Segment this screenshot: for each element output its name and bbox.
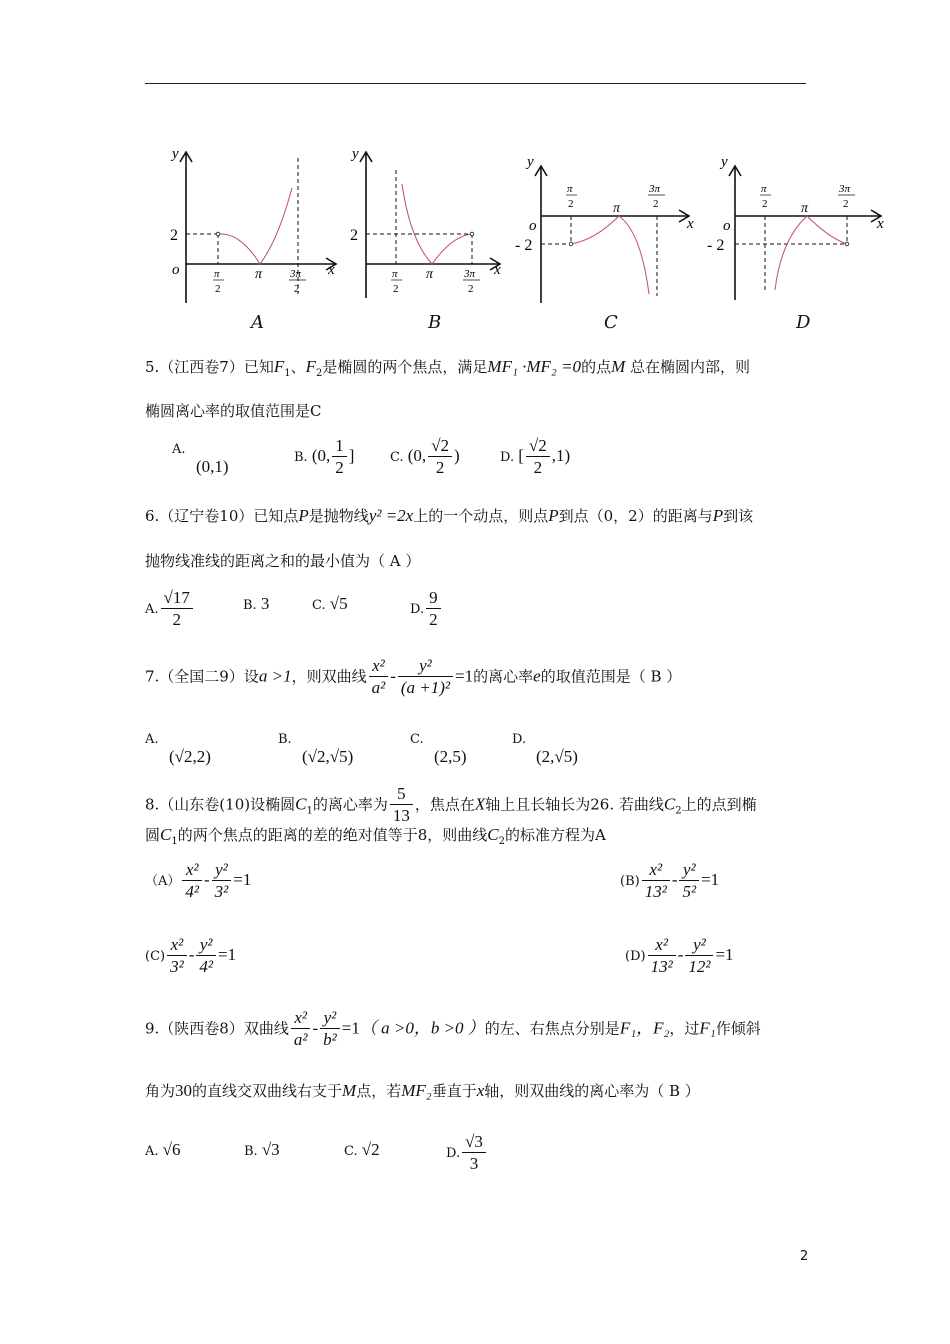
q6-option-b: B. 3 <box>243 594 270 613</box>
svg-text:y: y <box>352 146 359 162</box>
q7-option-d: D. (2,√5) <box>512 732 578 766</box>
svg-text:π: π <box>761 183 767 195</box>
q6-option-a: A. $\frac{√17}{2}$ <box>145 588 195 631</box>
q9-option-c: C. √2 <box>344 1140 380 1159</box>
svg-text:- 2: - 2 <box>707 237 725 254</box>
q9-line1: 9.（陕西卷8）双曲线 $\frac{\text{x²}}{\text{a²}}$ - $\frac{\text{y²}}{\text{b²}}$ =1（ a >0，b >0 ）的左、右焦点分别是F₁，F₂，过F₁作倾斜 <box>145 1008 761 1049</box>
y-axis-label: y <box>172 146 179 162</box>
svg-text:π: π <box>801 201 809 216</box>
page-number: 2 <box>800 1249 809 1264</box>
svg-text:π: π <box>392 268 398 280</box>
q9-option-d: D. $\frac{√3}{3}$ <box>446 1132 488 1175</box>
graph-a-label: A <box>251 312 264 333</box>
graph-b <box>340 140 520 310</box>
svg-text:o: o <box>723 218 731 234</box>
q9-line2: 角为30的直线交双曲线右支于M点，若MF₂垂直于x轴，则双曲线的离心率为（ B ） <box>145 1081 700 1100</box>
q5-option-a: A. (0,1) <box>172 442 229 476</box>
svg-text:x: x <box>687 216 694 232</box>
svg-text:y: y <box>721 154 728 170</box>
svg-text:2: 2 <box>350 227 358 244</box>
graph-b-label: B <box>428 312 442 333</box>
q8-line2: 圆$C_1$的两个焦点的距离的差的绝对值等于8，则曲线$C_2$的标准方程为A <box>145 825 606 847</box>
svg-text:2: 2 <box>568 198 574 210</box>
q8-line1: 8.（山东卷(10)设椭圆$C_1$的离心率为 $\frac{5}{13}$ ，焦点在X轴上且长轴长为26. 若曲线$C_2$上的点到椭 <box>145 784 757 825</box>
q5-line2: 椭圆离心率的取值范围是C <box>145 402 322 420</box>
svg-text:2: 2 <box>294 283 300 295</box>
svg-text:y: y <box>527 154 534 170</box>
svg-text:x: x <box>877 216 884 232</box>
q7-option-b: B. (√2,√5) <box>278 732 354 766</box>
svg-text:π: π <box>426 267 434 282</box>
q6-line1: 6.（辽宁卷10）已知点P是抛物线y² =2x上的一个动点，则点P到点（0，2）的距离与P到该 <box>145 506 754 525</box>
header-rule <box>145 83 806 84</box>
q6-option-c: C. √5 <box>312 594 348 613</box>
q7-option-c: C. (2,5) <box>410 732 467 766</box>
q5-option-d: D. [ $\frac{√2}{2}$ ,1) <box>500 436 571 477</box>
svg-text:2: 2 <box>843 198 849 210</box>
svg-text:2: 2 <box>468 283 474 295</box>
svg-text:π: π <box>214 268 220 280</box>
q8-option-d: (D) $\frac{\text{x²}}{\text{13²}}$ - $\frac{\text{y²}}{\text{12²}}$ =1 <box>625 935 734 976</box>
graph-d <box>705 140 890 310</box>
q9-option-a: A. √6 <box>145 1140 181 1159</box>
q6-line2: 抛物线准线的距离之和的最小值为（ A ） <box>145 552 421 570</box>
svg-text:2: 2 <box>653 198 659 210</box>
q8-option-c: (C) $\frac{\text{x²}}{\text{3²}}$ - $\frac{\text{y²}}{\text{4²}}$ =1 <box>145 935 237 976</box>
svg-text:o: o <box>529 218 537 234</box>
q5-option-b: B. (0, $\frac{1}{2}$ ] <box>294 436 355 477</box>
svg-text:3π: 3π <box>839 183 851 195</box>
q7-option-a: A. (√2,2) <box>145 732 211 766</box>
graph-d-label: D <box>796 312 811 333</box>
svg-text:x: x <box>494 262 501 278</box>
origin-label: o <box>172 262 180 278</box>
x-axis-label: x <box>328 262 335 278</box>
q5-line1: 5.（江西卷7）已知$F_1$、$F_2$是椭圆的两个焦点，满足MF₁ ·MF₂ =0的点M 总在椭圆内部，则 <box>145 357 751 379</box>
q8-option-a: （A） $\frac{\text{x²}}{\text{4²}}$ - $\frac{\text{y²}}{\text{3²}}$ =1 <box>145 860 252 901</box>
svg-text:2: 2 <box>393 283 399 295</box>
svg-text:3π: 3π <box>464 268 476 280</box>
q7-line1: 7.（全国二9）设a >1，则双曲线 $\frac{\text{x²}}{\text{a²}}$ - $\frac{\text{y²}}{\text{(a +1)²}}$ =1的离心率e的取值范围是（ B ） <box>145 656 682 697</box>
svg-text:π: π <box>255 267 263 282</box>
graph-c <box>515 140 700 310</box>
graph-a <box>160 140 340 310</box>
svg-text:3π: 3π <box>290 268 302 280</box>
q6-option-d: D. $\frac{9}{2}$ <box>410 588 443 631</box>
q5-option-c: C. (0, $\frac{√2}{2}$ ) <box>390 436 460 477</box>
graph-c-label: C <box>604 312 618 333</box>
svg-text:3π: 3π <box>649 183 661 195</box>
tick-2: 2 <box>170 227 178 244</box>
svg-text:π: π <box>613 201 621 216</box>
svg-text:π: π <box>567 183 573 195</box>
svg-text:2: 2 <box>762 198 768 210</box>
svg-text:2: 2 <box>215 283 221 295</box>
q9-option-b: B. √3 <box>244 1140 280 1159</box>
tick-neg-2: - 2 <box>515 237 533 254</box>
q8-option-b: (B) $\frac{\text{x²}}{\text{13²}}$ - $\frac{\text{y²}}{\text{5²}}$ =1 <box>620 860 720 901</box>
